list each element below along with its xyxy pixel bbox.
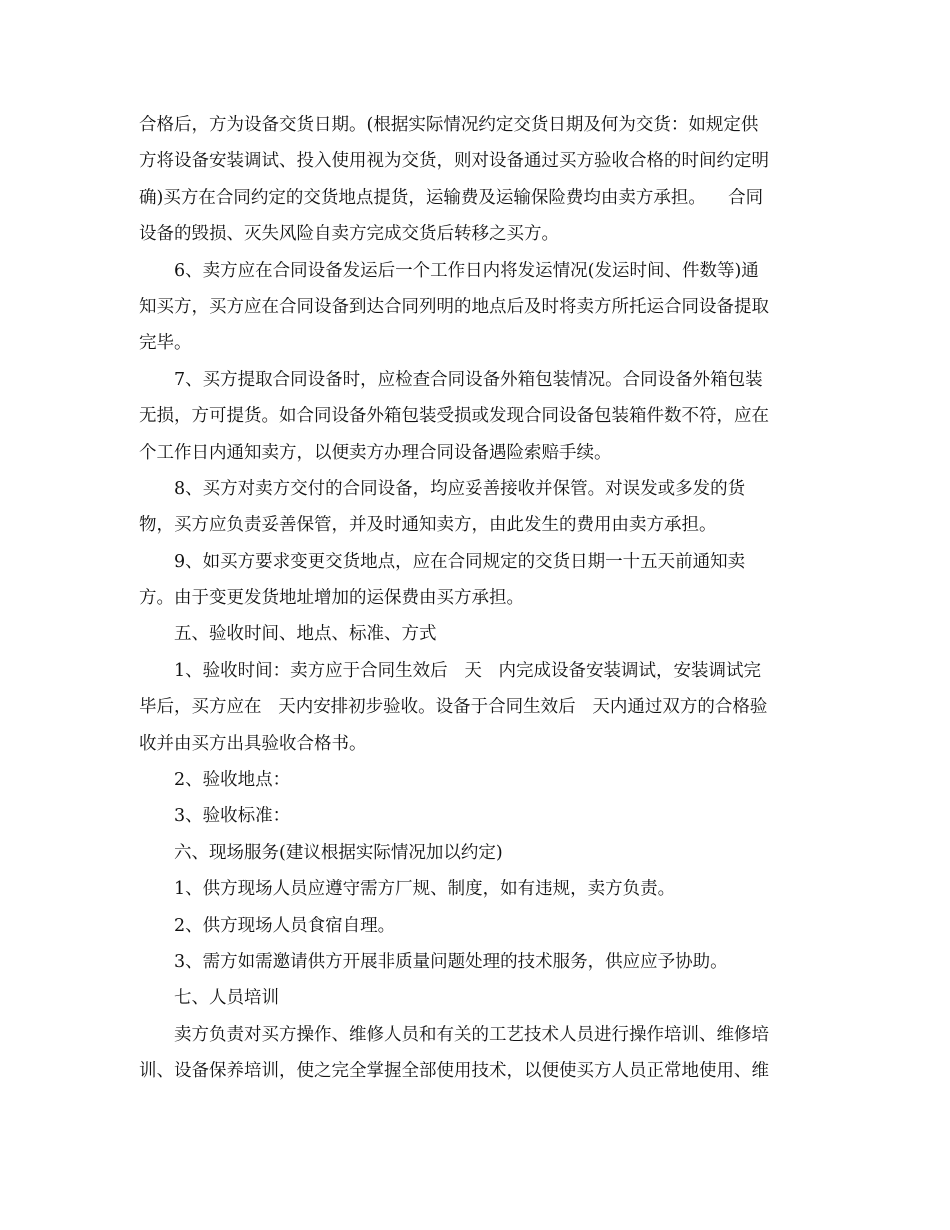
text-line: 完毕。 bbox=[139, 333, 192, 354]
section-heading-6: 六、现场服务(建议根据实际情况加以约定) bbox=[174, 842, 503, 863]
acceptance-location-item: 2、验收地点： bbox=[174, 770, 291, 791]
text-line: 知买方，买方应在合同设备到达合同列明的地点后及时将卖方所托运合同设备提取 bbox=[139, 296, 769, 317]
text-line: 合格后，方为设备交货日期。(根据实际情况约定交货日期及何为交货：如规定供 bbox=[139, 115, 759, 135]
paragraph-7-start: 7、买方提取合同设备时，应检查合同设备外箱包装情况。合同设备外箱包装 bbox=[174, 369, 763, 390]
text-line: 收并由买方出具验收合格书。 bbox=[139, 733, 367, 754]
onsite-service-item-3: 3、需方如需邀请供方开展非质量问题处理的技术服务，供应应予协助。 bbox=[174, 951, 728, 972]
section-heading-5: 五、验收时间、地点、标准、方式 bbox=[174, 624, 437, 645]
text-line: 个工作日内通知卖方，以便卖方办理合同设备遇险索赔手续。 bbox=[139, 442, 612, 463]
acceptance-time-item: 1、验收时间：卖方应于合同生效后 天 内完成设备安装调试，安装调试完 bbox=[174, 660, 762, 681]
onsite-service-item-1: 1、供方现场人员应遵守需方厂规、制度，如有违规，卖方负责。 bbox=[174, 879, 676, 900]
acceptance-standard-item: 3、验收标准： bbox=[174, 806, 291, 827]
training-paragraph-start: 卖方负责对买方操作、维修人员和有关的工艺技术人员进行操作培训、维修培 bbox=[174, 1024, 769, 1045]
paragraph-8-start: 8、买方对卖方交付的合同设备，均应妥善接收并保管。对误发或多发的货 bbox=[174, 478, 746, 499]
text-line: 毕后，买方应在 天内安排初步验收。设备于合同生效后 天内通过双方的合格验 bbox=[139, 697, 768, 718]
text-line: 物，买方应负责妥善保管，并及时通知卖方，由此发生的费用由卖方承担。 bbox=[139, 515, 717, 536]
section-heading-7: 七、人员培训 bbox=[174, 988, 279, 1009]
paragraph-9-start: 9、如买方要求变更交货地点，应在合同规定的交货日期一十五天前通知卖 bbox=[174, 551, 746, 572]
text-line: 设备的毁损、灭失风险自卖方完成交货后转移之买方。 bbox=[139, 224, 559, 245]
text-line: 无损，方可提货。如合同设备外箱包装受损或发现合同设备包装箱件数不符，应在 bbox=[139, 406, 769, 427]
text-line: 方将设备安装调试、投入使用视为交货，则对设备通过买方验收合格的时间约定明 bbox=[139, 151, 769, 172]
text-line: 确)买方在合同约定的交货地点提货，运输费及运输保险费均由卖方承担。 合同 bbox=[139, 187, 764, 208]
onsite-service-item-2: 2、供方现场人员食宿自理。 bbox=[174, 915, 396, 936]
paragraph-6-start: 6、卖方应在合同设备发运后一个工作日内将发运情况(发运时间、件数等)通 bbox=[174, 260, 759, 281]
text-line: 方。由于变更发货地址增加的运保费由买方承担。 bbox=[139, 588, 524, 609]
text-line: 训、设备保养培训，使之完全掌握全部使用技术，以便使买方人员正常地使用、维 bbox=[139, 1061, 769, 1082]
document-body bbox=[139, 107, 811, 1090]
